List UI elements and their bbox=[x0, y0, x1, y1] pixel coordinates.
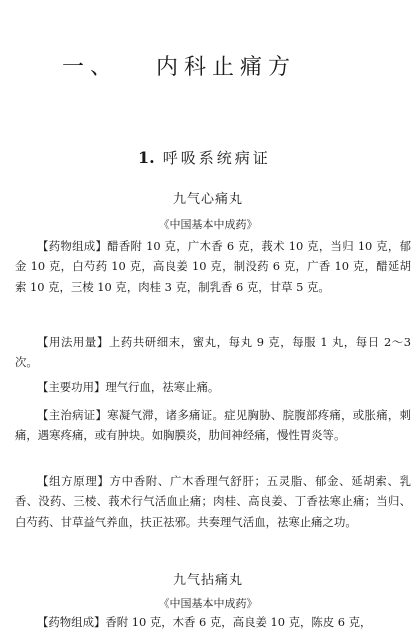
formula-title-2: 九气拈痛丸 bbox=[172, 573, 243, 588]
section-heading bbox=[138, 147, 271, 168]
composition-paragraph-2: 【药物组成】香附 10 克，木香 6 克，高良姜 10 克，陈皮 6 克， bbox=[37, 615, 372, 629]
indication-paragraph: 【主治病证】寒凝气滞，诸多痛证。症见胸胁、脘腹部疼痛，或胀痛，刺痛，遇寒疼痛，或有肿块。如胸膜炎，肋间神经痛，慢性胃炎等。 bbox=[15, 408, 411, 443]
formula-title: 九气心痛丸 bbox=[172, 192, 243, 207]
usage-paragraph: 【用法用量】上药共研细末，蜜丸，每丸 9 克，每服 1 丸，每日 2～3 次。 bbox=[15, 335, 411, 370]
function-paragraph: 【主要功用】理气行血，祛寒止痛。 bbox=[37, 380, 220, 394]
chapter-number: 一、 bbox=[62, 55, 119, 80]
formula-source-2: 《中国基本中成药》 bbox=[158, 597, 258, 610]
formula-source: 《中国基本中成药》 bbox=[158, 218, 258, 231]
principle-paragraph: 【组方原理】方中香附、广木香理气舒肝；五灵脂、郁金、延胡索、乳香、没药、三棱、莪术行气活血止痛；肉桂、高良姜、丁香祛寒止痛；当归、白芍药、甘草益气养血，扶正祛邪。共奏理气活血，祛寒止痛之功。 bbox=[15, 474, 411, 529]
composition-paragraph: 【药物组成】醋香附 10 克，广木香 6 克，莪术 10 克，当归 10 克，郁金 10 克，白芍药 10 克，高良姜 10 克，制没药 6 克，广香 10 克，醋延胡索 10 克，三棱 10 克，肉桂 3 克，制乳香 6 克，甘草 5 克。 bbox=[15, 239, 411, 294]
chapter-title: 内科止痛方 bbox=[156, 55, 297, 80]
section-number: 1. bbox=[138, 148, 155, 167]
section-title: 呼吸系统病证 bbox=[162, 149, 271, 167]
